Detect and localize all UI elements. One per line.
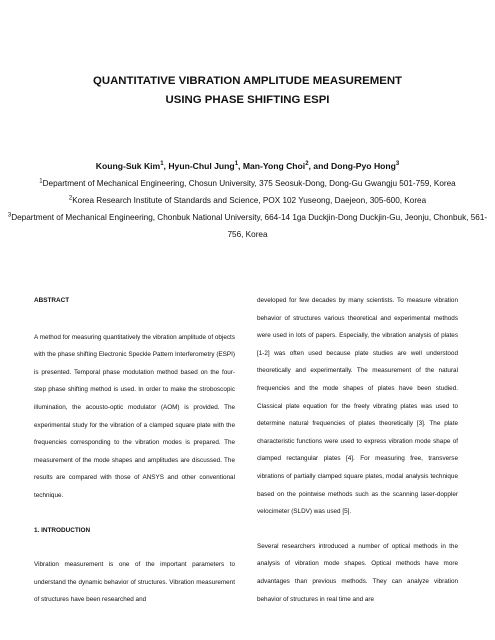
introduction-text: Vibration measurement is one of the important parameters to understand the dynamic behavior of structures. Vibration measurement of structures have been researched and (34, 561, 235, 604)
title-line-1: QUANTITATIVE VIBRATION AMPLITUDE MEASUREMENT (92, 75, 402, 87)
title-line-2: USING PHASE SHIFTING ESPI (165, 94, 330, 106)
right-column (257, 292, 458, 608)
affiliation-1: $^1$Department of Mechanical Engineering, Chosun University, 375 Seosuk-Dong, Dong-Gu Gwangju 501-759, Korea (39, 178, 456, 188)
affiliation-2: $^2$Korea Research Institute of Standards and Science, POX 102 Yuseong, Daejeon, 305-600, Korea (68, 195, 427, 205)
body-paragraph-1: developed for few decades by many scientists. To measure vibration behavior of structures various theoretical and experimental methods were used in lots of papers. Especially, the vibration analysis of plates [1-2] was often used because plate studies are well understood theoretically and experimentally. The measurement of the natural frequencies and the mode shapes of plates have been studied. Classical plate equation for the freely vibrating plates was used to determine natural frequencies of plates theoretically [3]. The plate characteristic functions were used to express vibration mode shape of clamped rectangular plates [4]. For measuring free, transverse vibrations of partially clamped square plates, modal analysis technique based on the pointwise methods such as the scanning laser-doppler velocimeter (SLDV) was used [5]. (257, 297, 458, 516)
body-paragraph-2: Several researchers introduced a number of optical methods in the analysis of vibration mode shapes. Optical methods have more advantages than previous methods. They can analyze vibration behavior of structures in real time and are (257, 542, 458, 603)
abstract-heading: ABSTRACT (34, 297, 70, 304)
affiliations (4, 175, 491, 243)
paper-title (0, 72, 495, 110)
author: Koung-Suk Kim$^1$, (95, 161, 169, 171)
introduction-heading: 1. INTRODUCTION (34, 526, 91, 534)
author: Dong-Pyo Hong$^3$ (330, 161, 400, 171)
author: Man-Yong Choi$^2$, and (242, 161, 331, 171)
abstract-text: A method for measuring quantitatively the vibration amplitude of objects with the phase shifting Electronic Speckle Pattern Interferometry (ESPI) is presented. Temporal phase modulation method based on the four-step phase shifting method is used. In order to make the stroboscopic illumination, the acousto-optic modulator (AOM) is provided. The experimental study for the vibration of a clamped square plate with the frequencies corresponding to the vibration modes is prepared. The measurement of the mode shapes and amplitudes are discussed. The results are compared with those of ANSYS and other conventional technique. (34, 333, 235, 499)
author: Hyun-Chul Jung$^1$, (168, 161, 243, 171)
affiliation-3: $^3$Department of Mechanical Engineering, Chonbuk National University, 664-14 1ga Duckjin-Dong Duckjin-Gu, Jeonju, Chonbuk, 561-756, Korea (7, 212, 488, 239)
author-list (0, 158, 495, 174)
left-column (34, 292, 235, 609)
